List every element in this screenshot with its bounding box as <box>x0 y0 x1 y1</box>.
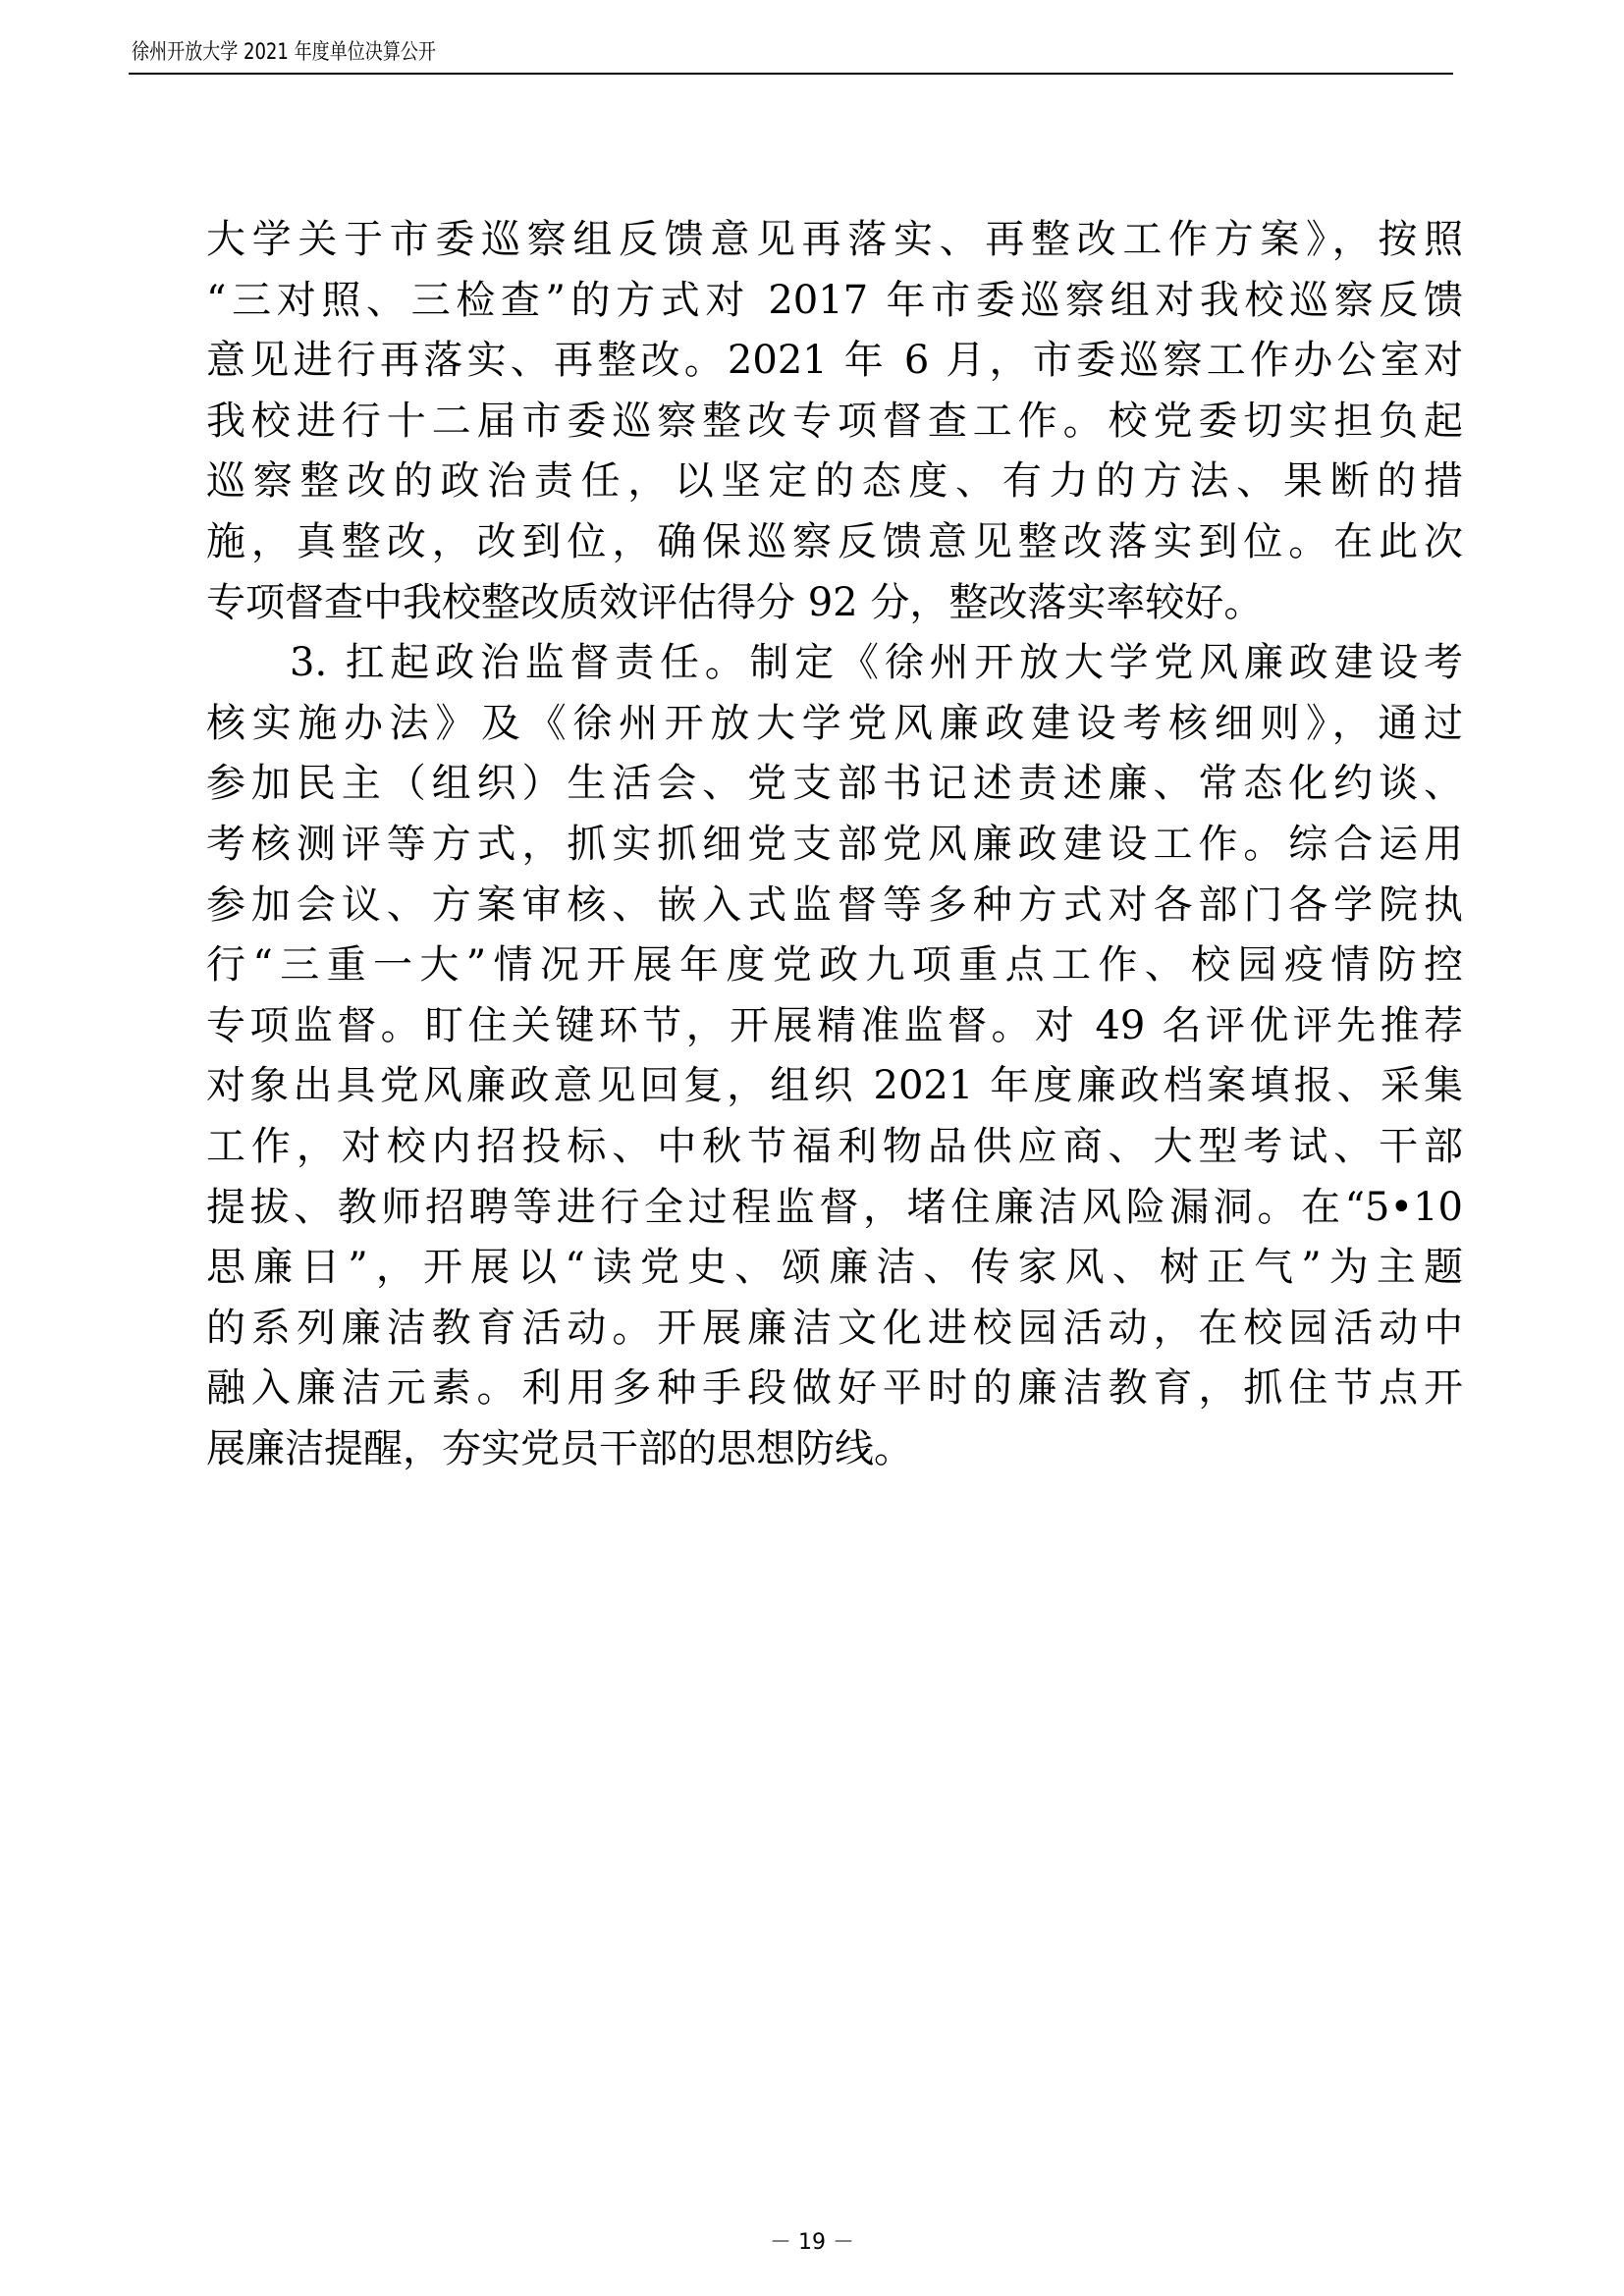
text-line: 巡察整改的政治责任，以坚定的态度、有力的方法、果断的措 <box>206 458 1463 505</box>
text-line: 3. 扛起政治监督责任。制定《徐州开放大学党风廉政建设考 <box>290 640 1463 686</box>
paragraph-political-supervision <box>206 633 1463 1479</box>
header-title: 徐州开放大学 2021 年度单位决算公开 <box>132 40 436 65</box>
text-line: 行“三重一大”情况开展年度党政九项重点工作、校园疫情防控 <box>206 942 1463 988</box>
text-line: 专项监督。盯住关键环节，开展精准监督。对 49 名评优评先推荐 <box>206 1002 1463 1048</box>
text-line: 大学关于市委巡察组反馈意见再落实、再整改工作方案》，按照 <box>206 217 1463 262</box>
text-line: 思廉日”，开展以“读党史、颂廉洁、传家风、树正气”为主题 <box>206 1245 1463 1291</box>
text-line: 工作，对校内招投标、中秋节福利物品供应商、大型考试、干部 <box>206 1123 1463 1169</box>
text-line: 我校进行十二届市委巡察整改专项督查工作。校党委切实担负起 <box>206 398 1463 444</box>
paragraph-rectification <box>206 210 1463 633</box>
text-line: “三对照、三检查”的方式对 2017 年市委巡察组对我校巡察反馈 <box>206 277 1463 323</box>
text-line: 的系列廉洁教育活动。开展廉洁文化进校园活动，在校园活动中 <box>206 1305 1463 1351</box>
text-line: 展廉洁提醒，夯实党员干部的思想防线。 <box>206 1425 913 1471</box>
text-line: 参加民主（组织）生活会、党支部书记述责述廉、常态化约谈、 <box>206 761 1463 807</box>
header-divider <box>129 73 1453 75</box>
text-line: 提拔、教师招聘等进行全过程监督，堵住廉洁风险漏洞。在“5•10 <box>206 1184 1463 1230</box>
text-line: 参加会议、方案审核、嵌入式监督等多种方式对各部门各学院执 <box>206 881 1463 928</box>
text-line: 意见进行再落实、再整改。2021 年 6 月，市委巡察工作办公室对 <box>206 338 1463 384</box>
text-line: 核实施办法》及《徐州开放大学党风廉政建设考核细则》，通过 <box>206 700 1463 746</box>
text-line: 考核测评等方式，抓实抓细党支部党风廉政建设工作。综合运用 <box>206 821 1463 867</box>
text-line: 专项督查中我校整改质效评估得分 92 分，整改落实率较好。 <box>206 579 1264 625</box>
page-header <box>129 35 1453 75</box>
document-body <box>206 210 1463 1479</box>
page-number: － 19 － <box>770 2230 854 2255</box>
text-line: 施，真整改，改到位，确保巡察反馈意见整改落实到位。在此次 <box>206 518 1463 564</box>
text-line: 融入廉洁元素。利用多种手段做好平时的廉洁教育，抓住节点开 <box>206 1365 1463 1412</box>
text-line: 对象出具党风廉政意见回复，组织 2021 年度廉政档案填报、采集 <box>206 1063 1463 1109</box>
